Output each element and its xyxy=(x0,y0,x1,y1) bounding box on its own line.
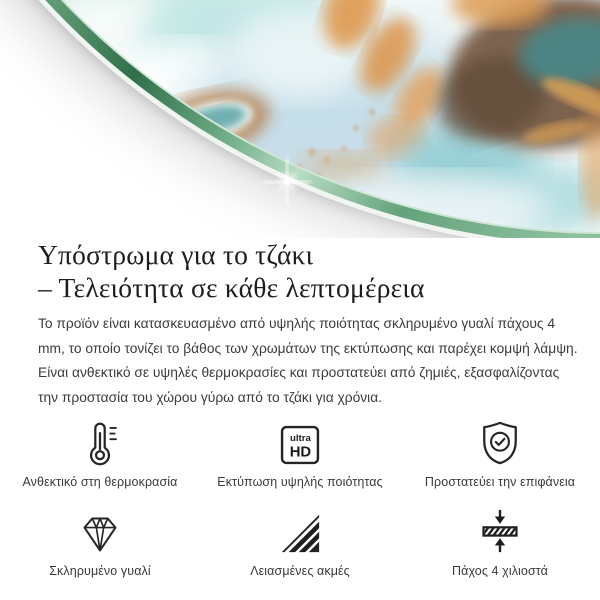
feature-temperature xyxy=(0,414,200,489)
feature-print-quality xyxy=(200,414,400,489)
glass-panel-illustration xyxy=(0,0,600,238)
thermometer-icon xyxy=(83,416,117,466)
polished-edges-icon xyxy=(278,505,322,555)
page-title-line2: – Τελειότητα σε κάθε λεπτομέρεια xyxy=(38,272,425,303)
feature-label: Εκτύπωση υψηλής ποιότητας xyxy=(217,475,383,489)
feature-label: Ανθεκτικό στη θερμοκρασία xyxy=(22,475,178,489)
diamond-icon xyxy=(76,505,124,555)
product-description: Το προϊόν είναι κατασκευασμένο από υψηλής ποιότητας σκληρυμένο γυαλί πάχους 4 mm, το οποίο τονίζει το βάθος των χρωμάτων της εκτύπωσης και παρέχει κομψή λάμψη. Είναι ανθεκτικό σε υψηλές θερμοκρασίες και προστατεύει από ζημιές, εξασφαλίζοντας την προστασία του χώρου γύρω από το τζάκι για χρόνια. xyxy=(38,316,578,405)
feature-thickness xyxy=(400,503,600,578)
feature-label: Πάχος 4 χιλιοστά xyxy=(452,564,548,578)
product-hero-image xyxy=(0,0,600,238)
feature-grid xyxy=(0,414,600,578)
feature-label: Λειασμένες ακμές xyxy=(250,564,350,578)
page-title xyxy=(38,238,578,304)
feature-label: Προστατεύει την επιφάνεια xyxy=(424,475,576,489)
shield-check-icon xyxy=(479,416,521,466)
ultra-hd-icon xyxy=(279,416,321,466)
feature-surface-protection xyxy=(400,414,600,489)
thickness-icon xyxy=(478,505,522,555)
feature-polished-edges xyxy=(200,503,400,578)
feature-tempered-glass xyxy=(0,503,200,578)
ultra-hd-badge-top: ultra xyxy=(290,433,311,445)
ultra-hd-badge-bottom: HD xyxy=(289,444,312,461)
feature-label: Σκληρυμένο γυαλί xyxy=(49,564,151,578)
page-title-line1: Υπόστρωμα για το τζάκι xyxy=(38,239,314,270)
